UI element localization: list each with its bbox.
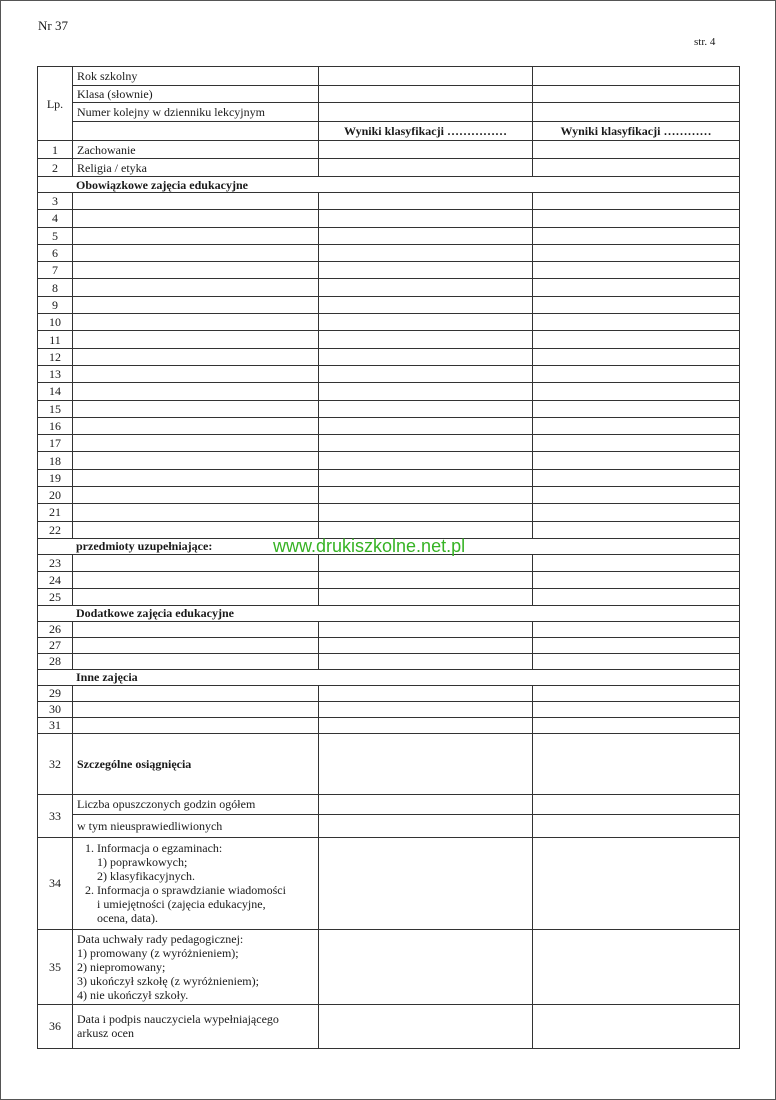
subject-row xyxy=(38,400,740,417)
subject-name-cell[interactable] xyxy=(73,227,319,244)
achievements-row xyxy=(38,733,740,794)
label-line: 2. Informacja o sprawdzianie wiadomości xyxy=(85,883,286,898)
subject-row xyxy=(38,348,740,365)
grade-cell[interactable] xyxy=(319,159,533,177)
subject-row xyxy=(38,701,740,717)
subject-row xyxy=(38,210,740,227)
subject-name-cell[interactable] xyxy=(73,331,319,348)
subject-row xyxy=(38,653,740,669)
grade-cell[interactable] xyxy=(533,400,740,417)
subject-name-cell[interactable] xyxy=(73,469,319,486)
grade-cell[interactable] xyxy=(533,814,740,837)
label-line: Data uchwały rady pedagogicznej: xyxy=(77,931,244,946)
subject-name-cell[interactable] xyxy=(73,504,319,521)
grade-cell[interactable] xyxy=(533,103,740,122)
grade-cell[interactable] xyxy=(533,279,740,296)
grade-cell[interactable] xyxy=(319,814,533,837)
section-mandatory: Obowiązkowe zajęcia edukacyjne xyxy=(38,177,740,193)
grade-cell[interactable] xyxy=(319,929,533,1004)
grade-cell[interactable] xyxy=(319,193,533,210)
subject-name-cell[interactable] xyxy=(73,653,319,669)
grade-cell[interactable] xyxy=(533,733,740,794)
row-number: 32 xyxy=(38,733,73,794)
row-number: 9 xyxy=(38,296,73,313)
section-row xyxy=(38,177,740,193)
achievements-label: Szczególne osiągnięcia xyxy=(73,733,319,794)
grade-cell[interactable] xyxy=(533,637,740,653)
grade-cell[interactable] xyxy=(319,227,533,244)
grade-cell[interactable] xyxy=(533,314,740,331)
row-number: 1 xyxy=(38,141,73,159)
subject-name-cell[interactable] xyxy=(73,210,319,227)
grade-cell[interactable] xyxy=(533,571,740,588)
row-number: 31 xyxy=(38,717,73,733)
grade-cell[interactable] xyxy=(319,279,533,296)
register-number-label: Numer kolejny w dzienniku lekcyjnym xyxy=(73,103,319,122)
empty-cell xyxy=(73,122,319,141)
label-line: arkusz ocen xyxy=(77,1026,134,1041)
subject-name-cell[interactable] xyxy=(73,717,319,733)
grade-cell[interactable] xyxy=(533,417,740,434)
subject-name-cell[interactable] xyxy=(73,637,319,653)
grade-cell[interactable] xyxy=(319,314,533,331)
subject-row xyxy=(38,159,740,177)
subject-row xyxy=(38,469,740,486)
grades-table xyxy=(37,66,740,1049)
row-number: 27 xyxy=(38,637,73,653)
row-number: 11 xyxy=(38,331,73,348)
grade-cell[interactable] xyxy=(533,227,740,244)
section-row xyxy=(38,605,740,621)
row-number: 19 xyxy=(38,469,73,486)
page-number: str. 4 xyxy=(694,36,716,48)
subject-name-cell[interactable] xyxy=(73,452,319,469)
grade-cell[interactable] xyxy=(533,469,740,486)
label-line: 2) klasyfikacyjnych. xyxy=(97,869,195,884)
row-number: 3 xyxy=(38,193,73,210)
row-number: 34 xyxy=(38,837,73,929)
grade-cell[interactable] xyxy=(533,331,740,348)
subject-row xyxy=(38,331,740,348)
grade-cell[interactable] xyxy=(533,452,740,469)
grade-cell[interactable] xyxy=(533,86,740,103)
subject-name-cell[interactable] xyxy=(73,244,319,261)
grade-cell[interactable] xyxy=(319,701,533,717)
row-number: 16 xyxy=(38,417,73,434)
grade-cell[interactable] xyxy=(533,929,740,1004)
grade-cell[interactable] xyxy=(533,1004,740,1048)
grade-cell[interactable] xyxy=(319,571,533,588)
subject-name-cell[interactable] xyxy=(73,365,319,382)
grade-cell[interactable] xyxy=(533,554,740,571)
subject-row xyxy=(38,417,740,434)
grade-cell[interactable] xyxy=(319,637,533,653)
subject-row xyxy=(38,383,740,400)
grade-cell[interactable] xyxy=(533,159,740,177)
subject-row xyxy=(38,296,740,313)
absence-unexcused-label: w tym nieusprawiedliwionych xyxy=(73,814,319,837)
subject-row xyxy=(38,588,740,605)
label-line: i umiejętności (zajęcia edukacyjne, xyxy=(97,897,266,912)
grade-cell[interactable] xyxy=(533,487,740,504)
subject-name-cell[interactable] xyxy=(73,296,319,313)
row-number: 2 xyxy=(38,159,73,177)
subject-name-cell[interactable] xyxy=(73,435,319,452)
exams-row-label xyxy=(73,837,319,929)
subject-name-cell[interactable] xyxy=(73,487,319,504)
subject-label: Zachowanie xyxy=(73,141,319,159)
grade-cell[interactable] xyxy=(319,504,533,521)
subject-name-cell[interactable] xyxy=(73,588,319,605)
grade-cell[interactable] xyxy=(533,837,740,929)
section-additional: Dodatkowe zajęcia edukacyjne xyxy=(38,605,740,621)
subject-name-cell[interactable] xyxy=(73,193,319,210)
grade-cell[interactable] xyxy=(319,685,533,701)
row-number: 35 xyxy=(38,929,73,1004)
grade-cell[interactable] xyxy=(533,67,740,86)
row-number: 36 xyxy=(38,1004,73,1048)
row-number: 15 xyxy=(38,400,73,417)
subject-row xyxy=(38,141,740,159)
subject-row xyxy=(38,504,740,521)
grade-cell[interactable] xyxy=(533,794,740,814)
subject-row xyxy=(38,279,740,296)
row-number: 24 xyxy=(38,571,73,588)
row-number: 13 xyxy=(38,365,73,382)
form-number: Nr 37 xyxy=(38,18,68,33)
school-year-label: Rok szkolny xyxy=(73,67,319,86)
grade-cell[interactable] xyxy=(319,365,533,382)
label-line: 1) poprawkowych; xyxy=(97,855,188,870)
header-row xyxy=(38,103,740,122)
grade-cell[interactable] xyxy=(319,717,533,733)
label-line: Data i podpis nauczyciela wypełniającego xyxy=(77,1012,279,1027)
absence-row xyxy=(38,814,740,837)
subject-row xyxy=(38,314,740,331)
section-other: Inne zajęcia xyxy=(38,669,740,685)
grade-cell[interactable] xyxy=(319,86,533,103)
grade-cell[interactable] xyxy=(533,348,740,365)
subject-row xyxy=(38,637,740,653)
row-number: 30 xyxy=(38,701,73,717)
label-line: ocena, data). xyxy=(97,911,158,926)
subject-row xyxy=(38,717,740,733)
grade-cell[interactable] xyxy=(533,621,740,637)
website-watermark: www.drukiszkolne.net.pl xyxy=(273,536,466,556)
grade-cell[interactable] xyxy=(533,435,740,452)
row-number: 21 xyxy=(38,504,73,521)
row-number: 8 xyxy=(38,279,73,296)
row-number: 4 xyxy=(38,210,73,227)
lp-header: Lp. xyxy=(38,67,73,141)
grade-cell[interactable] xyxy=(533,193,740,210)
row-number: 20 xyxy=(38,487,73,504)
label-line: 2) niepromowany; xyxy=(77,959,166,974)
header-row xyxy=(38,67,740,86)
row-number: 22 xyxy=(38,521,73,538)
council-resolution-row xyxy=(38,929,740,1004)
row-number: 14 xyxy=(38,383,73,400)
grade-cell[interactable] xyxy=(533,262,740,279)
grade-cell[interactable] xyxy=(533,717,740,733)
subject-name-cell[interactable] xyxy=(73,262,319,279)
grade-cell[interactable] xyxy=(319,588,533,605)
grade-cell[interactable] xyxy=(533,521,740,538)
grade-cell[interactable] xyxy=(319,210,533,227)
section-row xyxy=(38,669,740,685)
grade-cell[interactable] xyxy=(319,794,533,814)
subject-name-cell[interactable] xyxy=(73,383,319,400)
subject-row xyxy=(38,262,740,279)
subject-row xyxy=(38,452,740,469)
subject-row xyxy=(38,435,740,452)
grade-cell[interactable] xyxy=(319,653,533,669)
row-number: 33 xyxy=(38,794,73,837)
results-header-2: Wyniki klasyfikacji ………… xyxy=(533,122,740,141)
subject-name-cell[interactable] xyxy=(73,314,319,331)
row-number: 26 xyxy=(38,621,73,637)
grade-cell[interactable] xyxy=(533,296,740,313)
row-number: 10 xyxy=(38,314,73,331)
section-supplementary: przedmioty uzupełniające: xyxy=(38,538,740,554)
grade-cell[interactable] xyxy=(319,435,533,452)
signature-row-label xyxy=(73,1004,319,1048)
grade-cell[interactable] xyxy=(533,685,740,701)
grade-cell[interactable] xyxy=(319,262,533,279)
grade-cell[interactable] xyxy=(319,1004,533,1048)
grade-cell[interactable] xyxy=(319,452,533,469)
subject-row xyxy=(38,227,740,244)
results-header-1: Wyniki klasyfikacji …………… xyxy=(319,122,533,141)
grade-cell[interactable] xyxy=(319,383,533,400)
grade-cell[interactable] xyxy=(319,67,533,86)
row-number: 29 xyxy=(38,685,73,701)
subject-name-cell[interactable] xyxy=(73,701,319,717)
label-line: 1. Informacja o egzaminach: xyxy=(85,841,223,856)
grade-cell[interactable] xyxy=(533,244,740,261)
row-number: 5 xyxy=(38,227,73,244)
header-row xyxy=(38,86,740,103)
grade-cell[interactable] xyxy=(319,469,533,486)
subject-row xyxy=(38,193,740,210)
grade-cell[interactable] xyxy=(533,701,740,717)
row-number: 18 xyxy=(38,452,73,469)
row-number: 23 xyxy=(38,554,73,571)
grade-cell[interactable] xyxy=(319,141,533,159)
grade-cell[interactable] xyxy=(533,653,740,669)
grade-cell[interactable] xyxy=(319,733,533,794)
row-number: 12 xyxy=(38,348,73,365)
subject-name-cell[interactable] xyxy=(73,417,319,434)
subject-name-cell[interactable] xyxy=(73,571,319,588)
label-line: 3) ukończył szkołę (z wyróżnieniem); xyxy=(77,973,259,988)
subject-name-cell[interactable] xyxy=(73,279,319,296)
subject-row xyxy=(38,487,740,504)
grade-cell[interactable] xyxy=(533,588,740,605)
label-line: 1) promowany (z wyróżnieniem); xyxy=(77,945,239,960)
subject-name-cell[interactable] xyxy=(73,621,319,637)
label-line: 4) nie ukończył szkoły. xyxy=(77,987,189,1002)
grade-cell[interactable] xyxy=(319,331,533,348)
grade-cell[interactable] xyxy=(319,296,533,313)
row-number: 17 xyxy=(38,435,73,452)
subject-name-cell[interactable] xyxy=(73,348,319,365)
subject-row xyxy=(38,365,740,382)
subject-row xyxy=(38,571,740,588)
absence-total-label: Liczba opuszczonych godzin ogółem xyxy=(73,794,319,814)
grade-cell[interactable] xyxy=(533,141,740,159)
signature-row xyxy=(38,1004,740,1048)
grade-cell[interactable] xyxy=(533,383,740,400)
subject-name-cell[interactable] xyxy=(73,400,319,417)
row-number: 28 xyxy=(38,653,73,669)
council-resolution-row-label xyxy=(73,929,319,1004)
class-label: Klasa (słownie) xyxy=(73,86,319,103)
grade-cell[interactable] xyxy=(319,400,533,417)
grade-cell[interactable] xyxy=(319,417,533,434)
grade-cell[interactable] xyxy=(319,487,533,504)
row-number: 6 xyxy=(38,244,73,261)
subject-row xyxy=(38,244,740,261)
grade-cell[interactable] xyxy=(319,348,533,365)
exams-row xyxy=(38,837,740,929)
grade-cell[interactable] xyxy=(533,365,740,382)
subject-label: Religia / etyka xyxy=(73,159,319,177)
grade-cell[interactable] xyxy=(319,103,533,122)
grade-cell[interactable] xyxy=(319,837,533,929)
grade-cell[interactable] xyxy=(319,244,533,261)
grade-cell[interactable] xyxy=(533,210,740,227)
grade-cell[interactable] xyxy=(319,621,533,637)
row-number: 7 xyxy=(38,262,73,279)
header-row xyxy=(38,122,740,141)
subject-name-cell[interactable] xyxy=(73,685,319,701)
row-number: 25 xyxy=(38,588,73,605)
subject-row xyxy=(38,685,740,701)
absence-row xyxy=(38,794,740,814)
subject-row xyxy=(38,621,740,637)
grade-cell[interactable] xyxy=(533,504,740,521)
